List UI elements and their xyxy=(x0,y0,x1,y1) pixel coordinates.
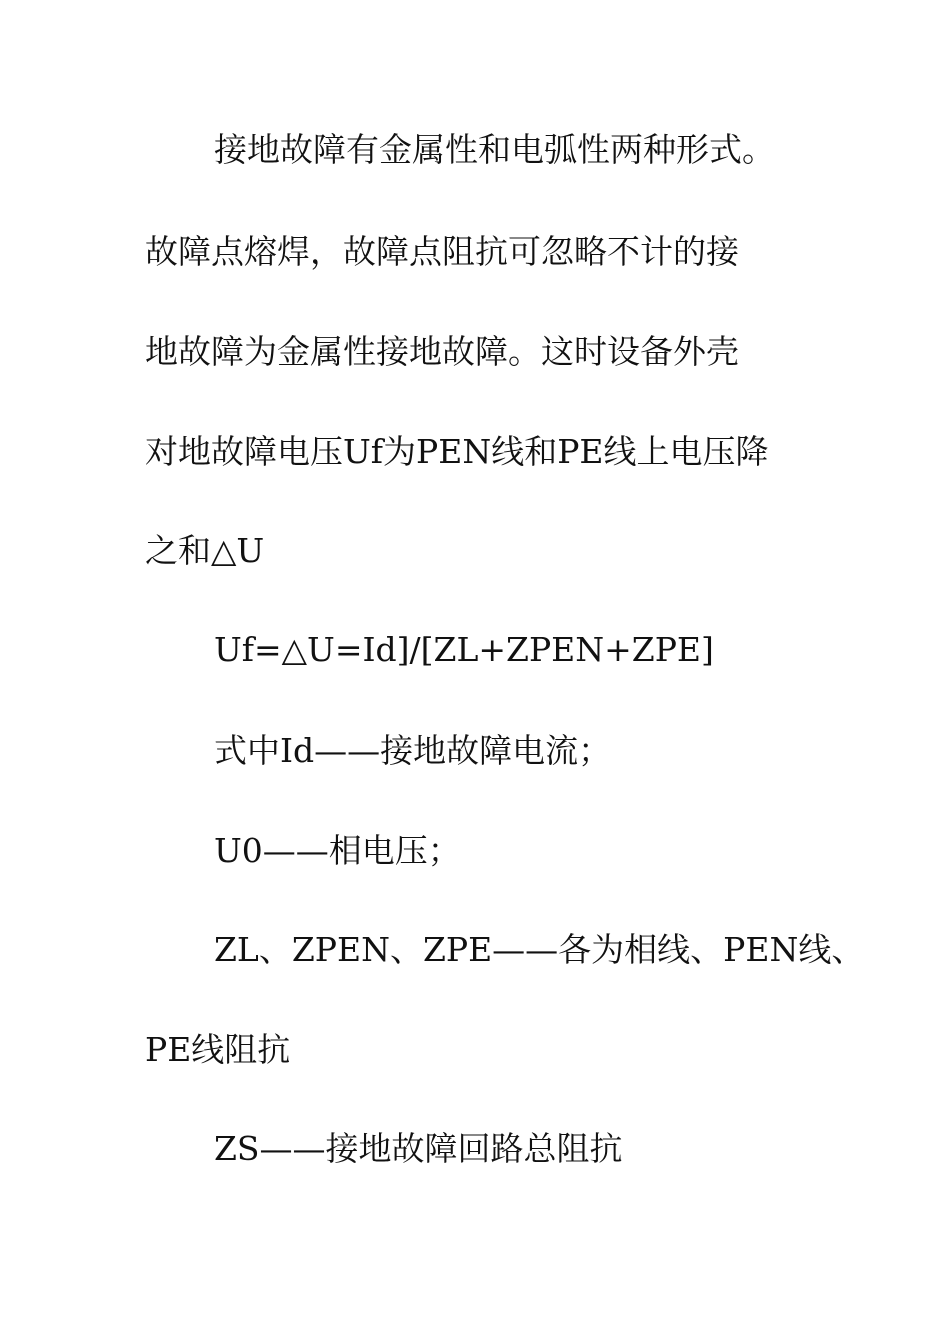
definition-u0: U0——相电压； xyxy=(214,831,461,870)
definition-id: 式中Id——接地故障电流； xyxy=(214,731,612,770)
paragraph-line-2: 故障点熔焊，故障点阻抗可忽略不计的接 xyxy=(145,232,739,271)
definition-zs: ZS——接地故障回路总阻抗 xyxy=(214,1129,623,1168)
definition-impedances: ZL、ZPEN、ZPE——各为相线、PEN线、 xyxy=(214,930,865,969)
definition-impedances-continued: PE线阻抗 xyxy=(145,1030,291,1069)
paragraph-line-4: 对地故障电压Uf为PEN线和PE线上电压降 xyxy=(145,432,769,471)
paragraph-line-3: 地故障为金属性接地故障。这时设备外壳 xyxy=(145,332,739,371)
paragraph-line-1: 接地故障有金属性和电弧性两种形式。 xyxy=(214,130,775,169)
formula-line: Uf=△U=Id]/[ZL+ZPEN+ZPE] xyxy=(214,630,714,669)
paragraph-line-5: 之和△U xyxy=(145,531,265,570)
